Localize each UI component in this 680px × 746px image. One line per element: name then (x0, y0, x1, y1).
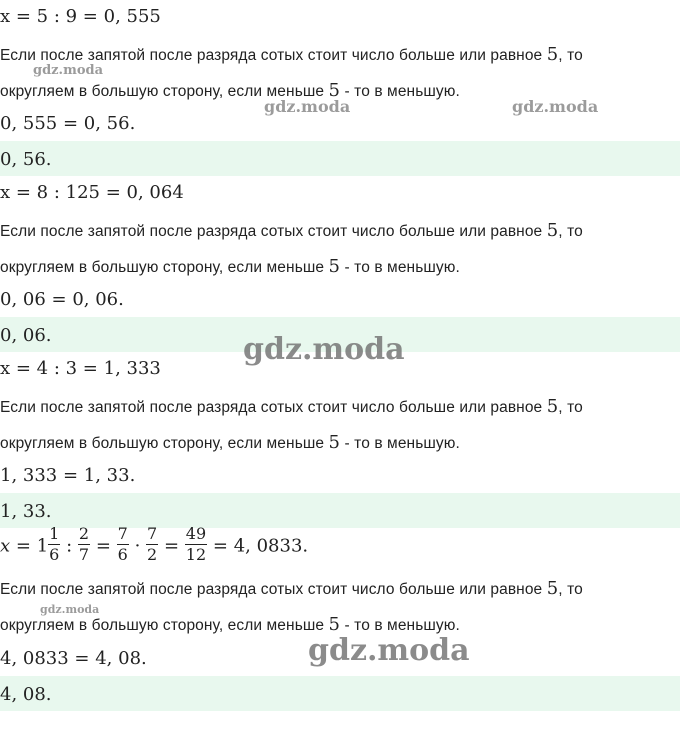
equation-1: x = 5 : 9 = 0, 555 (0, 6, 161, 27)
rule-line-2: округляем в большую сторону, если меньше 5 - то в меньшую. (0, 256, 460, 277)
answer-4: 4, 08. (0, 684, 52, 705)
answer-3: 1, 33. (0, 501, 52, 522)
watermark: gdz.moda (33, 63, 104, 78)
rounding-1: 0, 555 = 0, 56. (0, 113, 136, 134)
fraction: $\frac{49}{12}$ (185, 524, 207, 564)
answer-1: 0, 56. (0, 149, 52, 170)
answer-row-3 (0, 493, 680, 528)
watermark: gdz.moda (512, 97, 599, 116)
answer-row-4 (0, 676, 680, 711)
answer-2: 0, 06. (0, 325, 52, 346)
rule-line-2: округляем в большую сторону, если меньше 5 - то в меньшую. (0, 80, 460, 101)
rounding-2: 0, 06 = 0, 06. (0, 289, 124, 310)
answer-row-1 (0, 141, 680, 176)
watermark: gdz.moda (243, 332, 405, 367)
rule-line-1: Если после запятой после разряда сотых стоит число больше или равное 5, то (0, 220, 583, 241)
fraction: $\frac{7}{6}$ (117, 524, 128, 564)
rule-line-1: Если после запятой после разряда сотых стоит число больше или равное 5, то (0, 44, 583, 65)
fraction: $\frac{2}{7}$ (78, 524, 90, 564)
rule-line-1: Если после запятой после разряда сотых стоит число больше или равное 5, то (0, 578, 583, 599)
watermark: gdz.moda (264, 97, 351, 116)
equation-2: x = 8 : 125 = 0, 064 (0, 182, 184, 203)
fraction: $\frac{1}{6}$ (49, 524, 60, 564)
rule-line-2: округляем в большую сторону, если меньше 5 - то в меньшую. (0, 432, 460, 453)
rule-line-2: округляем в большую сторону, если меньше 5 - то в меньшую. (0, 614, 460, 635)
rule-line-1: Если после запятой после разряда сотых стоит число больше или равное 5, то (0, 396, 583, 417)
watermark: gdz.moda (308, 633, 470, 668)
watermark: gdz.moda (40, 603, 100, 616)
equation-3: x = 4 : 3 = 1, 333 (0, 358, 161, 379)
rounding-3: 1, 333 = 1, 33. (0, 465, 136, 486)
equation-4: x = 1 $\frac{1}{6}$ : $\frac{2}{7}$ = $\frac{7}{6}$ · $\frac{7}{2}$ = $\frac{49}{12}$ = 4, 0833. (0, 524, 309, 564)
rounding-4: 4, 0833 = 4, 08. (0, 648, 147, 669)
fraction: $\frac{7}{2}$ (147, 524, 158, 564)
